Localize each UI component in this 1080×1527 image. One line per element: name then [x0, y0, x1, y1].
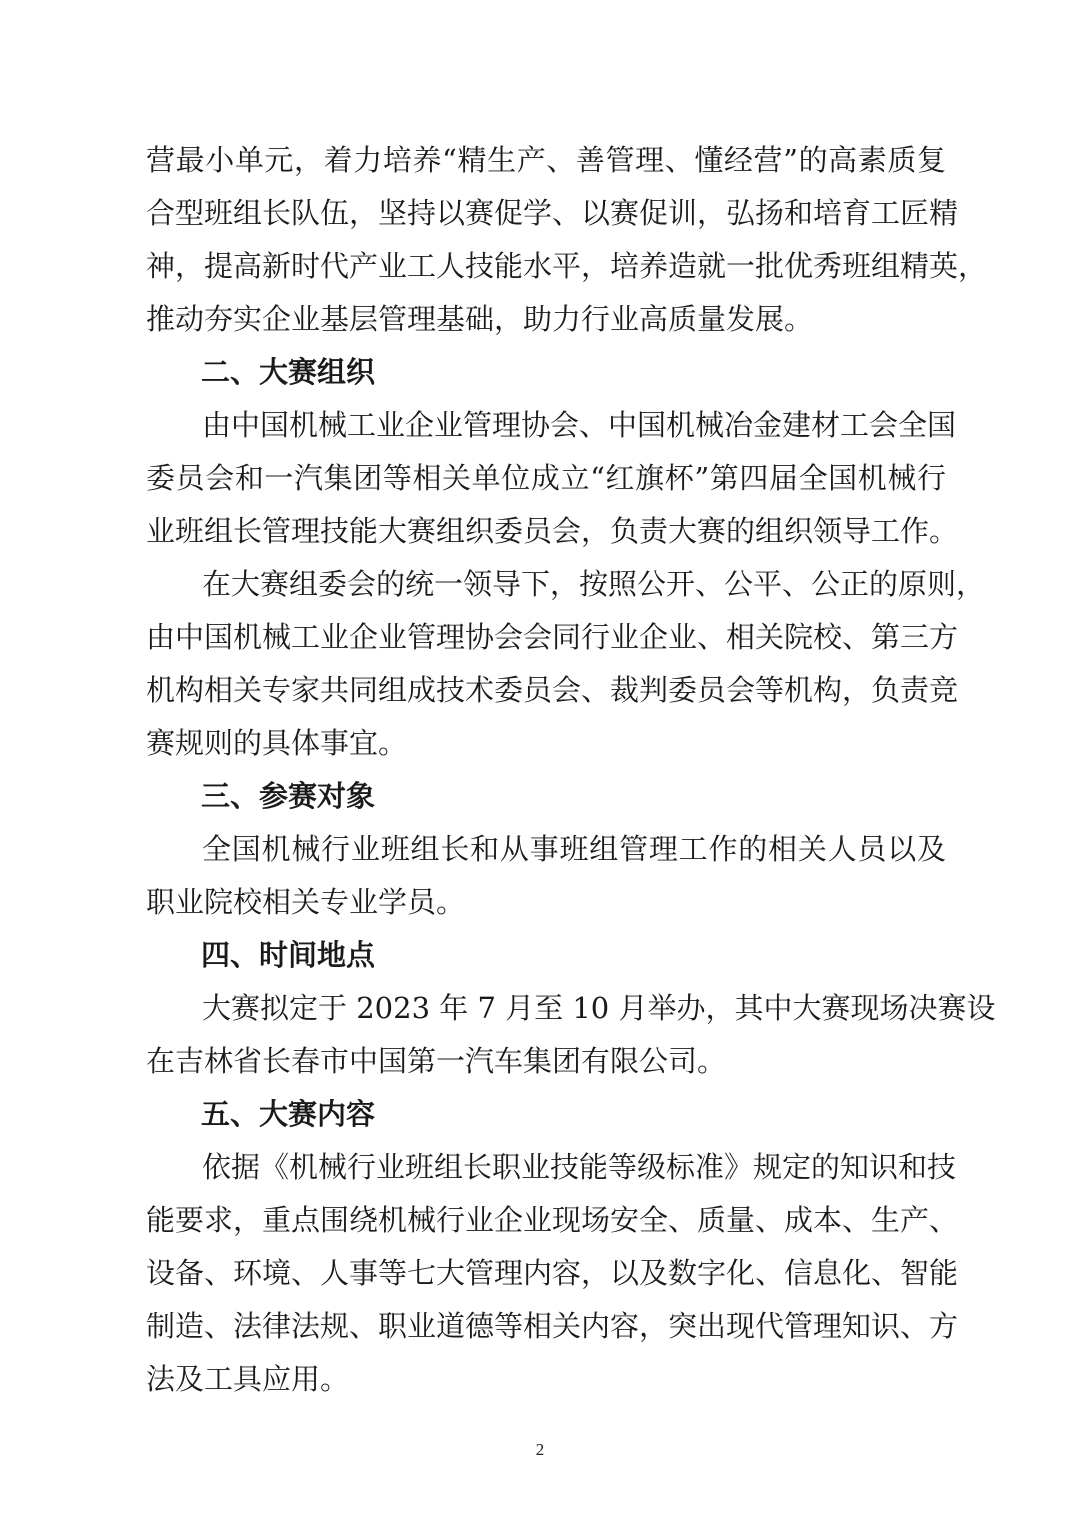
- text-line: 由中国机械工业企业管理协会会同行业企业、相关院校、第三方: [146, 620, 959, 654]
- section-heading-participants: 三、参赛对象: [201, 779, 376, 813]
- text-line: 赛规则的具体事宜。: [146, 726, 408, 760]
- text-line: 机构相关专家共同组成技术委员会、裁判委员会等机构，负责竞: [146, 673, 959, 707]
- section-heading-time-location: 四、时间地点: [201, 938, 376, 972]
- text-line: 业班组长管理技能大赛组织委员会，负责大赛的组织领导工作。: [146, 514, 959, 548]
- content-paragraph: [146, 1141, 959, 1406]
- text-line: 职业院校相关专业学员。: [146, 885, 466, 919]
- text-line: 委员会和一汽集团等相关单位成立“红旗杯”第四届全国机械行: [146, 461, 946, 495]
- text-line: 推动夯实企业基层管理基础，助力行业高质量发展。: [146, 302, 814, 336]
- text-line: 能要求，重点围绕机械行业企业现场安全、质量、成本、生产、: [146, 1203, 959, 1237]
- organization-paragraph-1: [146, 399, 959, 558]
- text-line: 由中国机械工业企业管理协会、中国机械冶金建材工会全国: [202, 408, 957, 442]
- text-line: 神，提高新时代产业工人技能水平，培养造就一批优秀班组精英，: [146, 249, 988, 283]
- text-line: 合型班组长队伍，坚持以赛促学、以赛促训，弘扬和培育工匠精: [146, 196, 959, 230]
- section-heading-content: 五、大赛内容: [201, 1097, 376, 1131]
- participants-paragraph: [146, 823, 946, 929]
- text-line: 在吉林省长春市中国第一汽车集团有限公司。: [146, 1044, 727, 1078]
- organization-paragraph-2: [146, 558, 986, 770]
- text-line: 设备、环境、人事等七大管理内容，以及数字化、信息化、智能: [146, 1256, 959, 1290]
- page-number: 2: [535, 1440, 545, 1459]
- time-location-paragraph: [146, 982, 996, 1088]
- document-body: [146, 134, 996, 1406]
- text-line: 在大赛组委会的统一领导下，按照公开、公平、公正的原则，: [202, 567, 986, 601]
- text-line: 制造、法律法规、职业道德等相关内容，突出现代管理知识、方: [146, 1309, 959, 1343]
- intro-paragraph: [146, 134, 988, 346]
- text-line: 法及工具应用。: [146, 1362, 350, 1396]
- text-line: 营最小单元，着力培养“精生产、善管理、懂经营”的高素质复: [146, 143, 946, 177]
- text-line: 大赛拟定于 2023 年 7 月至 10 月举办，其中大赛现场决赛设: [202, 991, 996, 1025]
- section-heading-organization: 二、大赛组织: [201, 355, 376, 389]
- text-line: 全国机械行业班组长和从事班组管理工作的相关人员以及: [202, 832, 946, 866]
- text-line: 依据《机械行业班组长职业技能等级标准》规定的知识和技: [202, 1150, 957, 1184]
